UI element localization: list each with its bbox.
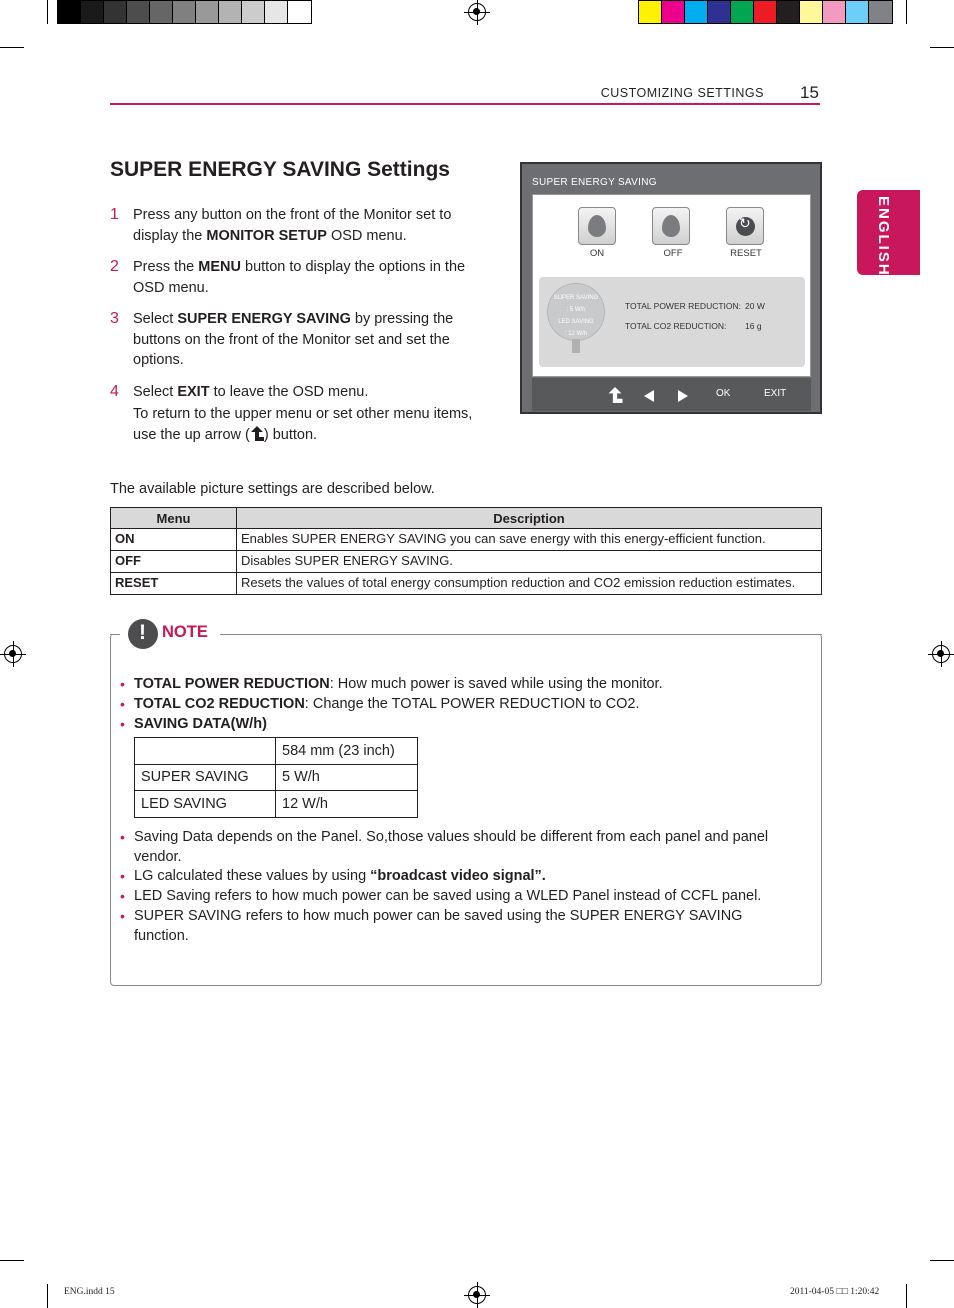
page-number: 15: [800, 83, 819, 102]
grayscale-bar: [57, 0, 312, 24]
note-bullet: • Saving Data depends on the Panel. So,those values should be different from each panel and panel vendor.: [120, 827, 800, 867]
note-bullet: • LED Saving refers to how much power can be saved using a WLED Panel instead of CCFL panel.: [120, 886, 800, 906]
saving-data-table: [134, 737, 418, 818]
menu-table: [110, 507, 822, 595]
table-row: [111, 551, 822, 573]
step-item: [110, 309, 490, 371]
table-cell: Resets the values of total energy consumption reduction and CO2 emission reduction estimates.: [237, 573, 822, 595]
osd-power-label: TOTAL POWER REDUCTION:: [625, 301, 742, 311]
table-cell: 12 W/h: [276, 791, 418, 818]
osd-off-label: OFF: [663, 248, 683, 259]
tree-trunk: [572, 339, 580, 353]
step-bold: SUPER ENERGY SAVING: [177, 311, 351, 327]
table-cell: ON: [111, 529, 237, 551]
crop-mark: [930, 47, 954, 48]
table-cell: [135, 738, 276, 765]
bullet-bold: TOTAL CO2 REDUCTION: [134, 696, 305, 712]
osd-left-icon[interactable]: [644, 390, 654, 402]
table-cell: SUPER SAVING: [135, 764, 276, 791]
step-text: by pressing the buttons on the front of the Monitor set and set the options.: [133, 311, 454, 368]
step-number: 3: [110, 310, 119, 327]
osd-info-panel: [539, 277, 805, 367]
bullet-text: : How much power is saved while using the monitor.: [329, 676, 663, 692]
page-title: SUPER ENERGY SAVING Settings: [110, 158, 450, 181]
crop-mark: [906, 0, 907, 24]
osd-right-icon[interactable]: [678, 390, 688, 402]
registration-mark: [4, 645, 22, 663]
footer-date: 2011-04-05 □□ 1:20:42: [790, 1287, 880, 1297]
table-cell: Disables SUPER ENERGY SAVING.: [237, 551, 822, 573]
table-header-row: [111, 508, 822, 529]
table-header: Description: [237, 508, 822, 529]
osd-co2-label: TOTAL CO2 REDUCTION:: [625, 321, 727, 331]
step-bold: EXIT: [177, 383, 210, 400]
osd-reset-label: RESET: [730, 248, 762, 259]
table-row: [111, 573, 822, 595]
step-text: button to display the options in the OSD menu.: [133, 259, 466, 296]
bullet-bold: SAVING DATA(W/h): [134, 716, 267, 732]
table-cell: OFF: [111, 551, 237, 573]
osd-on-label: ON: [589, 248, 605, 259]
step-bold: MONITOR SETUP: [206, 227, 327, 244]
table-row: [135, 738, 418, 765]
table-row: [111, 529, 822, 551]
tree-led-value: : 12 W/h: [564, 331, 588, 337]
crop-mark: [0, 1260, 24, 1261]
leaf-icon: [588, 215, 606, 237]
tree-super-value: : 5 W/h: [566, 307, 586, 313]
tree-led-label: LED SAVING: [558, 319, 594, 325]
bullet-text: LG calculated these values by using: [134, 868, 371, 884]
step-text: To return to the upper menu or set other menu items, use the up arrow (: [133, 406, 473, 443]
table-row: [135, 764, 418, 791]
osd-co2-value: 16 g: [745, 321, 762, 331]
osd-title: SUPER ENERGY SAVING: [532, 177, 657, 188]
bullet-text: : Change the TOTAL POWER REDUCTION to CO2.: [304, 696, 640, 712]
note-bullet: [120, 694, 800, 714]
crop-mark: [47, 0, 48, 24]
note-bullet: [120, 866, 800, 886]
color-bar: [638, 0, 893, 24]
crop-mark: [47, 1284, 48, 1308]
osd-screen: [520, 162, 822, 414]
note-bullet: • SUPER SAVING refers to how much power can be saved using the SUPER ENERGY SAVING function.: [120, 906, 800, 946]
step-text: to leave the OSD menu.: [209, 383, 369, 400]
osd-reset-button[interactable]: [726, 207, 764, 245]
table-cell: 584 mm (23 inch): [276, 738, 418, 765]
step-item: [110, 257, 490, 298]
osd-ok-button[interactable]: OK: [716, 388, 731, 399]
up-arrow-icon: [250, 426, 264, 441]
tree-icon: [547, 283, 605, 353]
header-rule: [110, 103, 820, 105]
step-text: ) button.: [263, 426, 318, 443]
osd-up-icon[interactable]: [607, 387, 623, 403]
osd-exit-button[interactable]: EXIT: [764, 388, 787, 399]
step-item: [110, 205, 490, 246]
osd-control-bar: [532, 378, 811, 411]
step-item: [110, 382, 490, 446]
registration-mark: [932, 645, 950, 663]
osd-power-value: 20 W: [745, 301, 765, 311]
step-bold: MENU: [198, 259, 241, 275]
footer-file: ENG.indd 15: [64, 1287, 115, 1297]
table-row: [135, 791, 418, 818]
crop-mark: [0, 47, 24, 48]
registration-mark: [468, 1286, 486, 1304]
language-tab: [857, 190, 920, 275]
step-text: Press the: [133, 259, 199, 275]
reset-icon: [736, 217, 755, 236]
table-cell: RESET: [111, 573, 237, 595]
osd-panel: [532, 194, 811, 377]
step-text: OSD menu.: [326, 227, 407, 244]
note-border: [220, 634, 822, 635]
note-label: NOTE: [162, 623, 208, 641]
step-number: 1: [110, 206, 119, 223]
step-number: 2: [110, 258, 119, 275]
table-header: Menu: [111, 508, 237, 529]
step-subtext: [133, 404, 490, 445]
intro-text: The available picture settings are described below.: [110, 481, 435, 497]
bullet-bold: TOTAL POWER REDUCTION: [134, 676, 330, 692]
bullet-bold: “broadcast video signal”.: [370, 868, 546, 884]
table-cell: Enables SUPER ENERGY SAVING you can save energy with this energy-efficient function.: [237, 529, 822, 551]
steps-list: [110, 205, 490, 456]
step-number: 4: [110, 382, 119, 400]
table-cell: LED SAVING: [135, 791, 276, 818]
crop-mark: [930, 1260, 954, 1261]
step-text: Press any button on the front of the Monitor set to display the: [133, 207, 452, 244]
osd-on-button[interactable]: [578, 207, 616, 245]
leaf-icon: [662, 215, 680, 237]
running-header: CUSTOMIZING SETTINGS: [600, 86, 764, 100]
step-text: Select: [133, 383, 178, 400]
registration-mark: [468, 3, 486, 21]
exclamation-icon: [128, 619, 158, 649]
language-tab-label: ENGLISH: [875, 196, 892, 277]
table-cell: 5 W/h: [276, 764, 418, 791]
note-border: [110, 634, 120, 635]
note-bullet: [120, 714, 800, 734]
step-text: Select: [133, 311, 178, 327]
tree-super-label: SUPER SAVING: [553, 295, 599, 301]
crop-mark: [906, 1284, 907, 1308]
note-bullet: [120, 674, 800, 694]
osd-off-button[interactable]: [652, 207, 690, 245]
